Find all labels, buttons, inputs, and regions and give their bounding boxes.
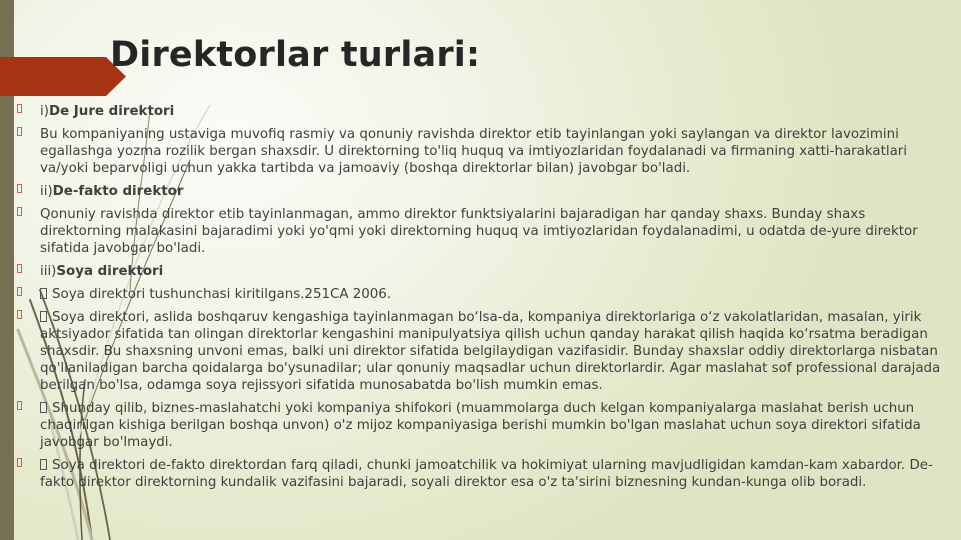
title-arrow-shape [0,57,126,96]
item-text: Bu kompaniyaning ustaviga muvofiq rasmiy va qonuniy ravishda direktor etib tayinlangan yoki saylangan va direktor lavozimini egallashga yozma rozilik bergan shaxsdir. U direktorning to'liq huquq va imtiyozlaridan foydalanadi va firmaning xatti-harakatlari va/yoki beparvoligi uchun yakka tartibda va jamoaviy (boshqa direktorlar bilan) javobgar bo'ladi. [40,127,907,176]
list-item-heading-de-jure [14,103,949,120]
missing-glyph-icon [40,311,47,322]
item-heading: De Jure direktori [48,104,175,119]
square-bullet-icon [17,310,22,319]
list-item-paragraph [14,206,949,257]
list-item-paragraph [14,126,949,177]
square-bullet-icon [17,184,22,193]
square-bullet-icon [17,207,22,216]
item-text: Soya direktori tushunchasi kiritilgans.251CA 2006. [52,287,392,302]
bullet-list [14,103,949,497]
list-item-paragraph [14,457,949,491]
square-bullet-icon [17,127,22,136]
missing-glyph-icon [40,402,47,413]
list-item-paragraph [14,309,949,394]
item-prefix: ii) [40,184,53,199]
square-bullet-icon [17,458,22,467]
square-bullet-icon [17,287,22,296]
missing-glyph-icon [40,459,47,470]
square-bullet-icon [17,104,22,113]
list-item-heading-soya [14,263,949,280]
square-bullet-icon [17,401,22,410]
item-text: Soya direktori, aslida boshqaruv kengashiga tayinlanmagan bo‘lsa-da, kompaniya direktorlariga o‘z vakolatlaridan, masalan, yirik aktsiyador sifatida tan olingan direktorlar kengashini manipulyatsiya qilish uchun qanday harakat qilish haqida ko‘rsatma beradigan shaxsdir. Bu shaxsning unvoni emas, balki uni direktor sifatida belgilaydigan vazifasidir. Bunday shaxslar oddiy direktorlarga nisbatan qo'llaniladigan barcha qoidalarga bo'ysunadilar; ular qonuniy maqsadlar uchun direktorlardir. Agar maslahat sof professional darajada berilgan bo'lsa, odamga soya rejissyori sifatida munosabatda bo'lish mumkin emas. [40,310,941,393]
item-text: Shunday qilib, biznes-maslahatchi yoki kompaniya shifokori (muammolarga duch kelgan kompaniyalarga maslahat berish uchun chaqirilgan kishiga berilgan boshqa unvon) o'z mijoz kompaniyasiga berishi mumkin bo'lgan maslahat uchun soya direktori sifatida javobgar bo'lmaydi. [40,401,921,450]
list-item-paragraph [14,286,949,303]
item-prefix: iii) [40,264,57,279]
square-bullet-icon [17,264,22,273]
item-text: Qonuniy ravishda direktor etib tayinlanmagan, ammo direktor funktsiyalarini bajaradigan har qanday shaxs. Bunday shaxs direktorning malakasini bajaradimi yoki yo'qmi yoki direktorning huquq va imtiyozlaridan foydalanadimi, u odatda de-yure direktor sifatida javobgar bo'ladi. [40,207,918,256]
item-heading: De-fakto direktor [52,184,184,199]
list-item-paragraph [14,400,949,451]
item-prefix: i) [40,104,49,119]
slide-title: Direktorlar turlari: [110,35,481,75]
missing-glyph-icon [40,288,47,299]
item-text: Soya direktori de-fakto direktordan farq qiladi, chunki jamoatchilik va hokimiyat ularning mavjudligidan kamdan-kam xabardor. De-fakto direktor direktorning kundalik vazifasini bajaradi, soyali direktor esa o'z ta'sirini biznesning kundan-kunga olib boradi. [40,458,933,490]
item-heading: Soya direktori [56,264,164,279]
list-item-heading-de-fakto [14,183,949,200]
